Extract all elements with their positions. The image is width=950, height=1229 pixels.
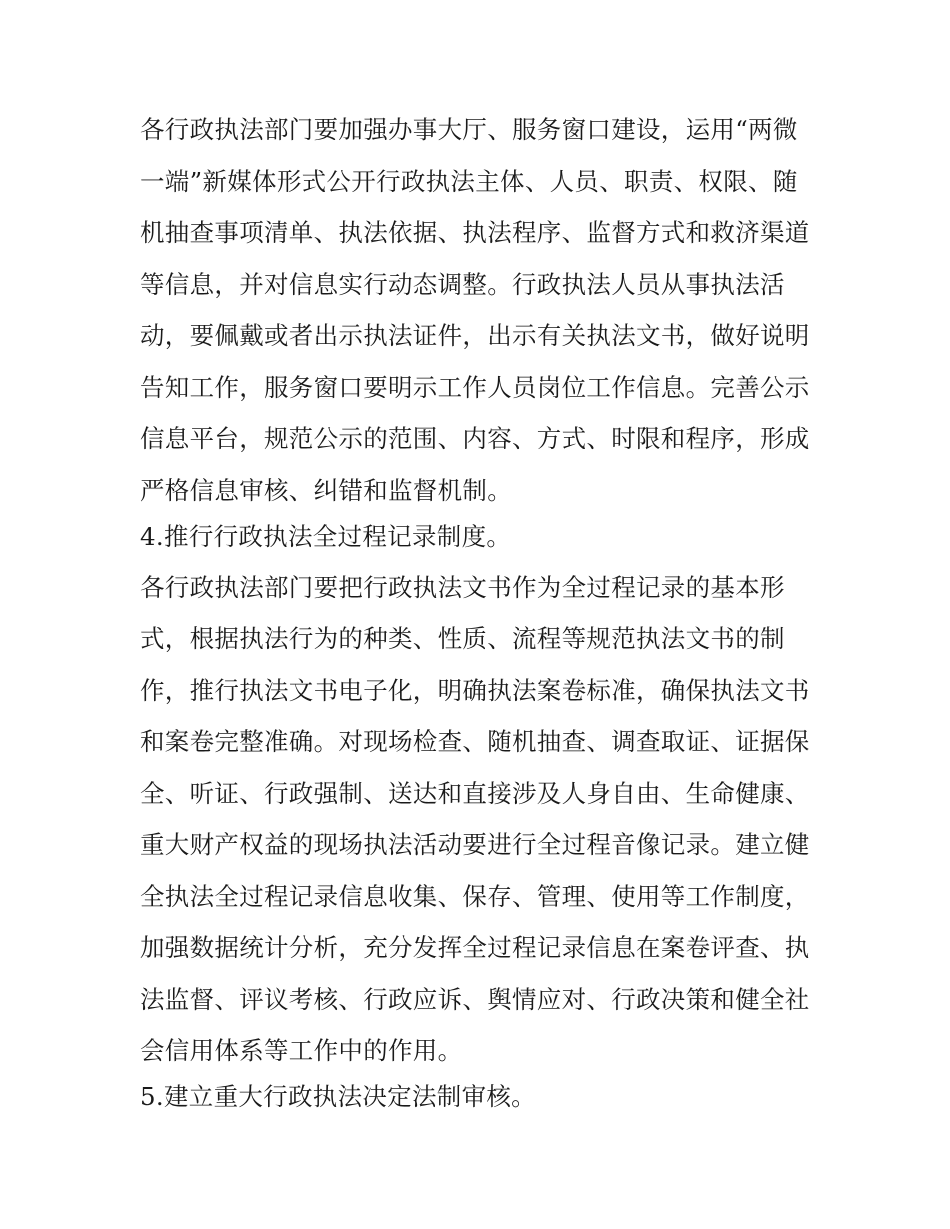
paragraph-line: 重大财产权益的现场执法活动要进行全过程音像记录。建立健: [140, 830, 810, 859]
paragraph-line: 各行政执法部门要把行政执法文书作为全过程记录的基本形: [140, 573, 785, 602]
paragraph-line: 式，根据执法行为的种类、性质、流程等规范执法文书的制: [140, 624, 785, 653]
paragraph-line: 和案卷完整准确。对现场检查、随机抽查、调查取证、证据保: [140, 727, 810, 756]
paragraph-line: 全执法全过程记录信息收集、保存、管理、使用等工作制度，: [140, 882, 810, 911]
paragraph-line: 作，推行执法文书电子化，明确执法案卷标准，确保执法文书: [140, 676, 810, 705]
paragraph-line: 各行政执法部门要加强办事大厅、服务窗口建设，运用“两微: [140, 115, 798, 144]
paragraph-line: 全、听证、行政强制、送达和直接涉及人身自由、生命健康、: [140, 779, 810, 808]
paragraph-line: 会信用体系等工作中的作用。: [140, 1036, 463, 1065]
paragraph-line: 法监督、评议考核、行政应诉、舆情应对、行政决策和健全社: [140, 985, 810, 1014]
paragraph-line: 告知工作，服务窗口要明示工作人员岗位工作信息。完善公示: [140, 373, 810, 402]
paragraph-line: 一端”新媒体形式公开行政执法主体、人员、职责、权限、随: [140, 167, 798, 196]
paragraph-line: 动，要佩戴或者出示执法证件，出示有关执法文书，做好说明: [140, 321, 810, 350]
paragraph-line: 机抽查事项清单、执法依据、执法程序、监督方式和救济渠道: [140, 218, 810, 247]
paragraph-line: 信息平台，规范公示的范围、内容、方式、时限和程序，形成: [140, 424, 810, 453]
paragraph-line: 严格信息审核、纠错和监督机制。: [140, 476, 512, 505]
paragraph-line: 加强数据统计分析，充分发挥全过程记录信息在案卷评查、执: [140, 933, 810, 962]
section-heading: 5.建立重大行政执法决定法制审核。: [140, 1082, 536, 1111]
paragraph-line: 等信息，并对信息实行动态调整。行政执法人员从事执法活: [140, 270, 785, 299]
section-heading: 4.推行行政执法全过程记录制度。: [140, 522, 512, 551]
